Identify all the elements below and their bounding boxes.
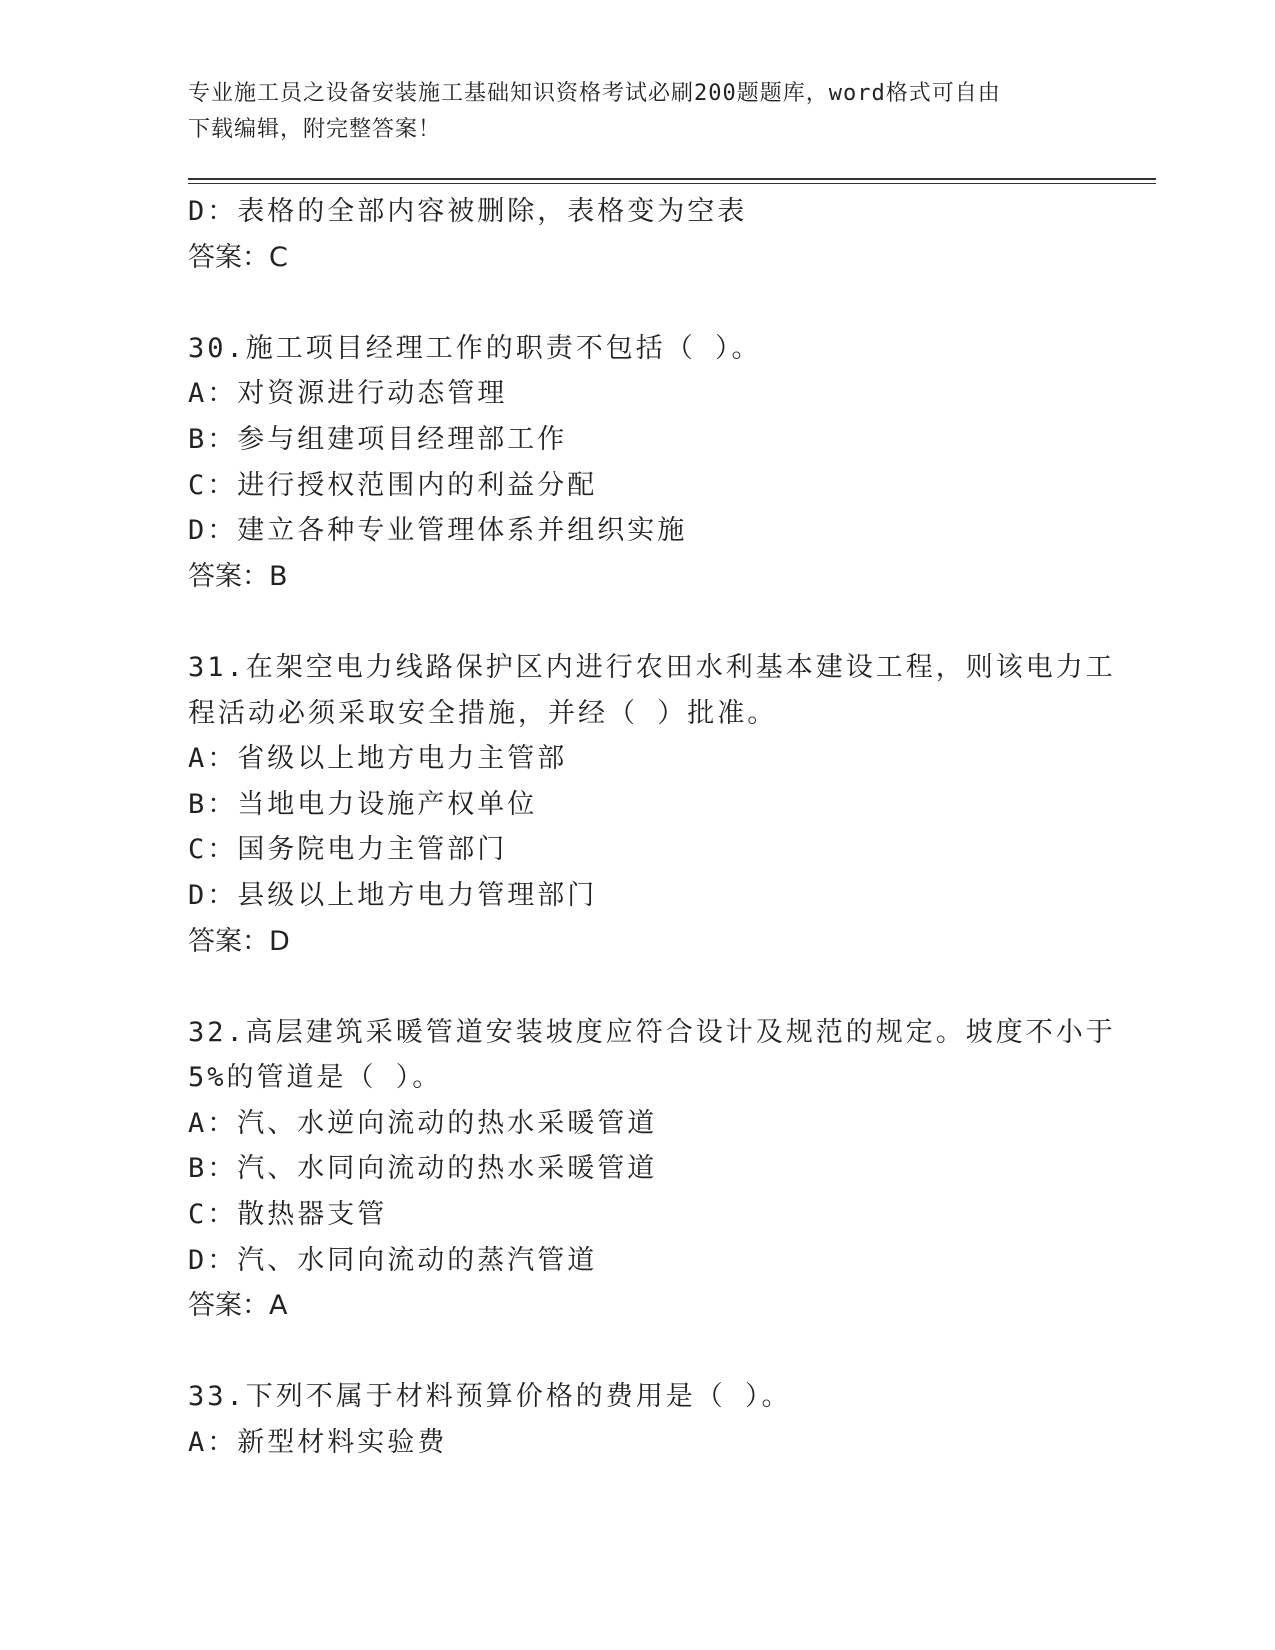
question-33-option-a: A：新型材料实验费 [188, 1427, 448, 1459]
question-31-answer: 答案：D [188, 925, 290, 957]
question-30-option-d: D：建立各种专业管理体系并组织实施 [188, 515, 688, 547]
question-33-stem: 33.下列不属于材料预算价格的费用是（ ）。 [188, 1381, 792, 1413]
spacer [188, 964, 1088, 1010]
question-31-option-a: A：省级以上地方电力主管部 [188, 743, 568, 775]
question-content [188, 189, 1116, 1466]
question-31-option-b: B：当地电力设施产权单位 [188, 788, 538, 820]
question-31-stem-line-2: 程活动必须采取安全措施，并经（ ）批准。 [188, 697, 778, 729]
question-31-option-d: D：县级以上地方电力管理部门 [188, 879, 598, 911]
question-31-stem-line-1: 31.在架空电力线路保护区内进行农田水利基本建设工程，则该电力工 [188, 651, 1116, 683]
option-d-continued: D：表格的全部内容被删除，表格变为空表 [188, 196, 748, 227]
question-30-stem: 30.施工项目经理工作的职责不包括（ ）。 [188, 332, 762, 364]
question-32-option-d: D：汽、水同向流动的蒸汽管道 [188, 1244, 598, 1276]
spacer [188, 599, 1088, 645]
question-30-option-c: C：进行授权范围内的利益分配 [188, 469, 598, 501]
question-32-option-a: A：汽、水逆向流动的热水采暖管道 [188, 1107, 658, 1139]
question-31-option-c: C：国务院电力主管部门 [188, 834, 508, 866]
question-32-stem-line-2: 5%的管道是（ ）。 [188, 1062, 443, 1094]
question-30-option-b: B：参与组建项目经理部工作 [188, 423, 568, 455]
answer-continued: 答案：C [188, 241, 288, 273]
question-32-option-b: B：汽、水同向流动的热水采暖管道 [188, 1153, 658, 1185]
header-rule-thin [188, 183, 1156, 184]
question-32-option-c: C：散热器支管 [188, 1199, 388, 1231]
question-32-answer: 答案：A [188, 1290, 288, 1322]
question-32-stem-line-1: 32.高层建筑采暖管道安装坡度应符合设计及规范的规定。坡度不小于 [188, 1016, 1116, 1048]
question-30-answer: 答案：B [188, 560, 288, 592]
header-line-2: 下载编辑，附完整答案！ [188, 117, 442, 142]
header-line-1: 专业施工员之设备安装施工基础知识资格考试必刷200题题库，word格式可自由 [188, 81, 1001, 106]
document-header [188, 76, 1088, 148]
spacer [188, 280, 1088, 326]
question-30-option-a: A：对资源进行动态管理 [188, 378, 508, 410]
spacer [188, 1329, 1088, 1375]
header-rule-thick [188, 178, 1156, 180]
